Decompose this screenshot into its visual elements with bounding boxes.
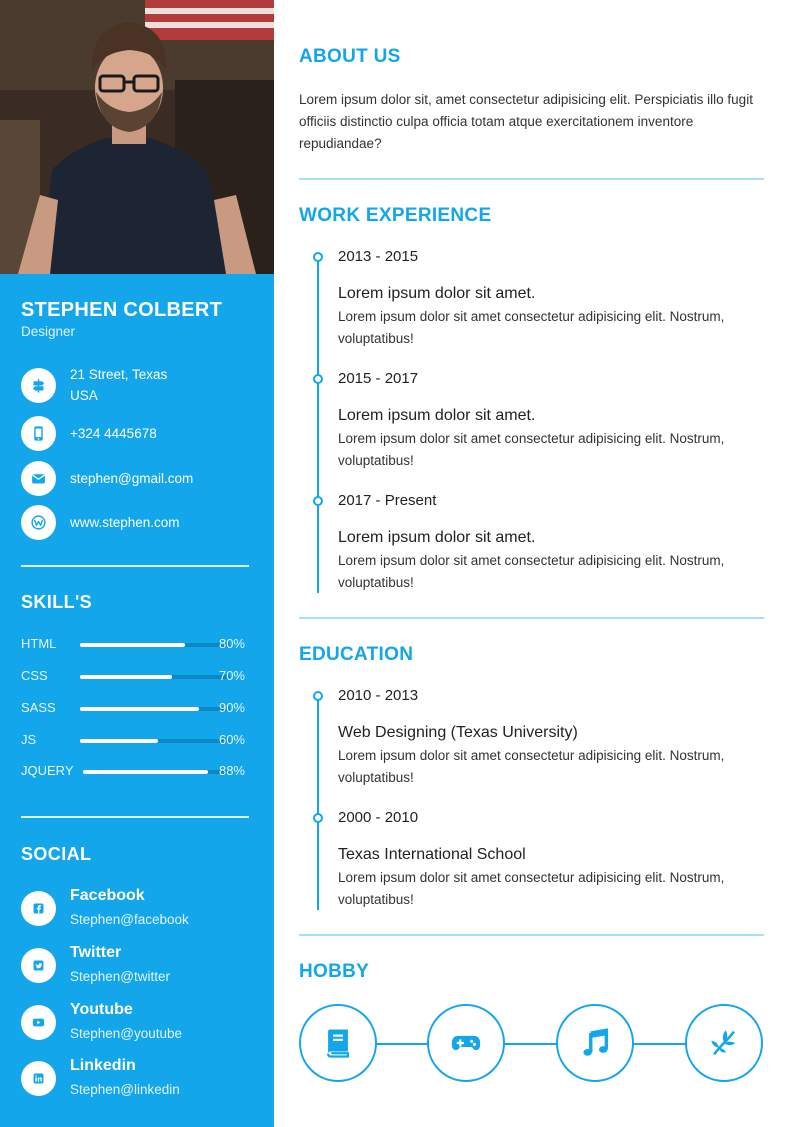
timeline-dot	[313, 691, 323, 701]
linkedin-icon	[21, 1061, 56, 1096]
skill-bar-fill	[80, 739, 158, 743]
email-address[interactable]: stephen@gmail.com	[70, 471, 194, 486]
sidebar-divider	[21, 565, 249, 567]
about-text: Lorem ipsum dolor sit, amet consectetur adipisicing elit. Perspiciatis illo fugit officiis distinctio culpa officia totam atque exercitationem inventore repudiandae?	[299, 92, 753, 151]
work-heading: WORK EXPERIENCE	[299, 205, 492, 226]
education-timeline-line	[317, 695, 319, 910]
facebook-icon	[21, 891, 56, 926]
skill-bar-fill	[80, 643, 185, 647]
twitter-icon	[21, 948, 56, 983]
social-title: Twitter	[70, 944, 122, 961]
skill-name: CSS	[21, 668, 48, 683]
work-title: Lorem ipsum dolor sit amet.	[338, 407, 536, 424]
timeline-dot	[313, 252, 323, 262]
about-heading: ABOUT US	[299, 46, 401, 67]
skill-name: SASS	[21, 700, 56, 715]
envelope-icon	[21, 461, 56, 496]
address-line1: 21 Street, Texas	[70, 367, 168, 382]
skill-bar-track	[83, 770, 230, 774]
contact-address	[21, 364, 167, 406]
work-date: 2015 - 2017	[338, 370, 419, 387]
social-handle: Stephen@twitter	[70, 969, 171, 984]
profile-role: Designer	[21, 324, 76, 339]
section-divider	[299, 934, 764, 936]
skill-bar-fill	[83, 770, 208, 774]
education-heading: EDUCATION	[299, 644, 414, 665]
skill-name: JQUERY	[21, 763, 74, 778]
contact-phone	[21, 416, 157, 451]
education-date: 2010 - 2013	[338, 687, 419, 704]
timeline-dot	[313, 813, 323, 823]
education-title: Web Designing (Texas University)	[338, 724, 578, 741]
skill-bar-track	[80, 643, 230, 647]
social-heading: SOCIAL	[21, 844, 92, 864]
skill-percent: 70%	[218, 668, 245, 683]
skill-percent: 88%	[218, 763, 245, 778]
profile-photo-illustration	[0, 0, 274, 274]
work-description: Lorem ipsum dolor sit amet consectetur adipisicing elit. Nostrum, voluptatibus!	[338, 309, 725, 346]
hobby-heading: HOBBY	[299, 961, 370, 982]
education-description: Lorem ipsum dolor sit amet consectetur adipisicing elit. Nostrum, voluptatibus!	[338, 748, 725, 785]
sidebar-divider	[21, 816, 249, 818]
work-timeline-line	[317, 257, 319, 593]
work-date: 2013 - 2015	[338, 248, 419, 265]
timeline-dot	[313, 496, 323, 506]
profile-name: STEPHEN COLBERT	[21, 299, 223, 321]
youtube-icon	[21, 1005, 56, 1040]
skills-heading: SKILL'S	[21, 592, 93, 612]
skill-row	[21, 732, 249, 750]
skill-name: HTML	[21, 636, 57, 651]
hobby-connector-line	[330, 1043, 730, 1045]
website-url[interactable]: www.stephen.com	[70, 515, 180, 530]
social-title: Facebook	[70, 887, 145, 904]
work-title: Lorem ipsum dolor sit amet.	[338, 285, 536, 302]
social-handle: Stephen@linkedin	[70, 1082, 180, 1097]
work-date: 2017 - Present	[338, 492, 437, 509]
social-item-twitter[interactable]	[21, 943, 170, 987]
work-title: Lorem ipsum dolor sit amet.	[338, 529, 536, 546]
skill-row	[21, 700, 249, 718]
skill-bar-fill	[80, 675, 172, 679]
contact-website	[21, 505, 180, 540]
social-title: Linkedin	[70, 1057, 136, 1074]
phone-number: +324 4445678	[70, 426, 157, 441]
social-handle: Stephen@youtube	[70, 1026, 183, 1041]
timeline-dot	[313, 374, 323, 384]
social-title: Youtube	[70, 1001, 133, 1018]
skill-name: JS	[21, 732, 37, 747]
work-description: Lorem ipsum dolor sit amet consectetur adipisicing elit. Nostrum, voluptatibus!	[338, 553, 725, 590]
skill-bar-track	[80, 739, 230, 743]
book-icon	[299, 1004, 377, 1082]
skill-percent: 90%	[218, 700, 245, 715]
mobile-phone-icon	[21, 416, 56, 451]
address-line2: USA	[70, 388, 98, 403]
sidebar	[0, 0, 274, 1127]
skill-bar-track	[80, 675, 230, 679]
education-title: Texas International School	[338, 846, 526, 863]
leaf-icon	[685, 1004, 763, 1082]
skill-percent: 80%	[218, 636, 245, 651]
section-divider	[299, 178, 764, 180]
skill-row	[21, 668, 249, 686]
social-item-youtube[interactable]	[21, 1000, 182, 1044]
social-handle: Stephen@facebook	[70, 912, 189, 927]
education-description: Lorem ipsum dolor sit amet consectetur adipisicing elit. Nostrum, voluptatibus!	[338, 870, 725, 907]
contact-email	[21, 461, 193, 496]
website-icon	[21, 505, 56, 540]
skill-row	[21, 763, 249, 781]
social-item-facebook[interactable]	[21, 886, 189, 930]
work-description: Lorem ipsum dolor sit amet consectetur adipisicing elit. Nostrum, voluptatibus!	[338, 431, 725, 468]
skill-bar-fill	[80, 707, 199, 711]
profile-photo	[0, 0, 274, 274]
signpost-icon	[21, 368, 56, 403]
skill-bar-track	[80, 707, 230, 711]
skill-row	[21, 636, 249, 654]
section-divider	[299, 617, 764, 619]
education-date: 2000 - 2010	[338, 809, 419, 826]
music-note-icon	[556, 1004, 634, 1082]
gamepad-icon	[427, 1004, 505, 1082]
skill-percent: 60%	[218, 732, 245, 747]
social-item-linkedin[interactable]	[21, 1056, 180, 1100]
